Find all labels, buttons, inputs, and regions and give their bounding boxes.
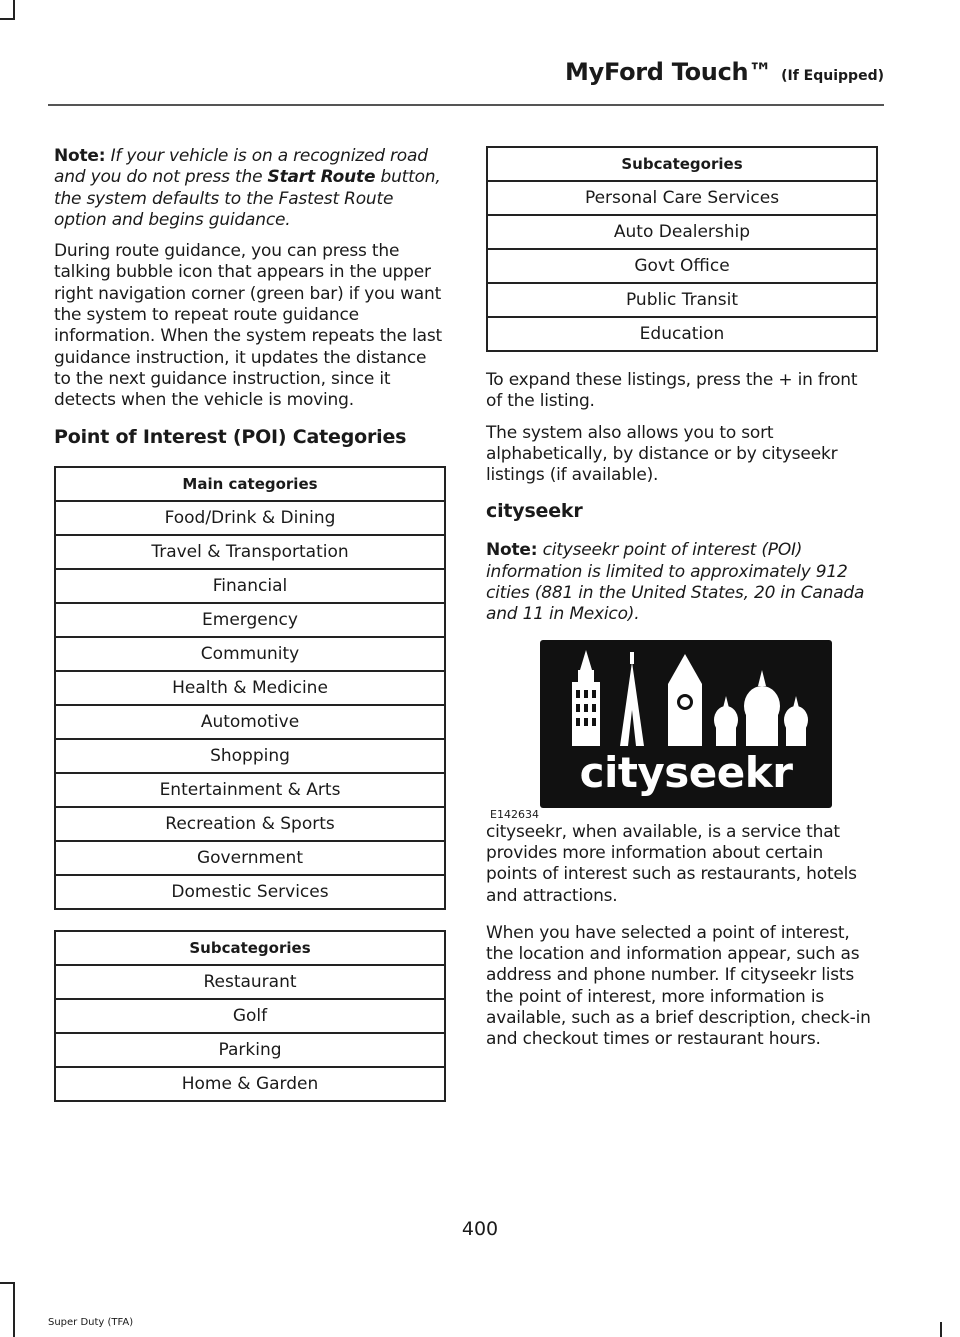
table-row [55, 807, 445, 841]
table-cell: Education [487, 317, 877, 351]
table-header: Main categories [55, 467, 445, 501]
page-number: 400 [461, 1218, 499, 1240]
table-cell: Parking [55, 1033, 445, 1067]
crop-mark [0, 1282, 15, 1284]
paragraph-cityseekr-service: cityseekr, when available, is a service that provides more information about certain points of interest such as restaurants, hotels and attractions. [486, 821, 857, 906]
logo-wordmark: cityseekr [579, 747, 793, 797]
table-row [487, 317, 877, 351]
header-rule [48, 104, 884, 106]
subcategories-table-1 [54, 930, 446, 1102]
table-row [487, 283, 877, 317]
table-row [55, 965, 445, 999]
paragraph-expand: To expand these listings, press the + in front of the listing. [486, 370, 858, 412]
table-cell: Travel & Transportation [55, 535, 445, 569]
table-row [55, 671, 445, 705]
crop-mark [0, 18, 15, 20]
table-header: Subcategories [487, 147, 877, 181]
table-row [55, 603, 445, 637]
paragraph-sort: The system also allows you to sort alphabetically, by distance or by cityseekr listings (if available). [486, 422, 838, 486]
table-row [55, 569, 445, 603]
note-text: If your vehicle is on a recognized road and you do not press the [54, 146, 428, 188]
note-label: Note: [486, 540, 538, 561]
right-column [486, 146, 878, 1061]
page-subtitle: (If Equipped) [781, 68, 884, 84]
footer-text: Super Duty (TFA) [48, 1317, 134, 1328]
cityseekr-logo [540, 640, 832, 808]
note-text: button, the system defaults to the Fastest Route option and begins guidance. [54, 167, 441, 230]
table-row [55, 637, 445, 671]
table-row [55, 841, 445, 875]
table-cell: Automotive [55, 705, 445, 739]
crop-mark [13, 0, 15, 20]
note-label: Note: [54, 146, 106, 166]
table-cell: Food/Drink & Dining [55, 501, 445, 535]
page-title: MyFord Touch™ [565, 58, 773, 86]
table-row [55, 1067, 445, 1101]
table-cell: Auto Dealership [487, 215, 877, 249]
skyline-icon [540, 640, 832, 750]
table-cell: Govt Office [487, 249, 877, 283]
table-row [55, 535, 445, 569]
table-cell: Government [55, 841, 445, 875]
table-cell: Health & Medicine [55, 671, 445, 705]
note-cityseekr [486, 540, 878, 625]
table-header: Subcategories [55, 931, 445, 965]
table-cell: Golf [55, 999, 445, 1033]
section-heading-cityseekr: cityseekr [486, 500, 583, 523]
paragraph-selected-poi: When you have selected a point of interest, the location and information appear, such as address and phone number. If cityseekr lists the point of interest, more information is available, such as a brief description, check-in and checkout times or restaurant hours. [486, 922, 871, 1050]
table-row [487, 181, 877, 215]
paragraph-route-guidance: During route guidance, you can press the talking bubble icon that appears in the upper right navigation corner (green bar) if you want the system to repeat route guidance information. When the system repeats the last guidance instruction, it updates the distance to the next guidance instruction, since it detects when the vehicle is moving. [54, 241, 442, 411]
main-categories-table [54, 466, 446, 910]
table-cell: Financial [55, 569, 445, 603]
table-row [55, 999, 445, 1033]
table-row [487, 215, 877, 249]
table-row [55, 1033, 445, 1067]
table-cell: Restaurant [55, 965, 445, 999]
table-row [55, 875, 445, 909]
table-cell: Community [55, 637, 445, 671]
table-cell: Shopping [55, 739, 445, 773]
cityseekr-figure [486, 640, 878, 821]
subcategories-table-2 [486, 146, 878, 352]
table-cell: Emergency [55, 603, 445, 637]
table-row [55, 705, 445, 739]
table-row [55, 739, 445, 773]
note-start-route [54, 146, 446, 231]
figure-code: E142634 [490, 807, 539, 821]
table-row [55, 501, 445, 535]
table-cell: Public Transit [487, 283, 877, 317]
table-cell: Home & Garden [55, 1067, 445, 1101]
table-cell: Personal Care Services [487, 181, 877, 215]
table-cell: Recreation & Sports [55, 807, 445, 841]
table-cell: Domestic Services [55, 875, 445, 909]
table-row [487, 249, 877, 283]
note-bold-term: Start Route [267, 167, 376, 188]
table-cell: Entertainment & Arts [55, 773, 445, 807]
left-column [54, 146, 446, 1102]
section-heading-poi: Point of Interest (POI) Categories [54, 425, 407, 448]
crop-mark [13, 1282, 15, 1337]
page-header [48, 58, 884, 86]
table-row [55, 773, 445, 807]
note-text: cityseekr point of interest (POI) information is limited to approximately 912 cities (881 in the United States, 20 in Canada and 11 in Mexico). [486, 540, 865, 625]
crop-mark [940, 1322, 942, 1337]
